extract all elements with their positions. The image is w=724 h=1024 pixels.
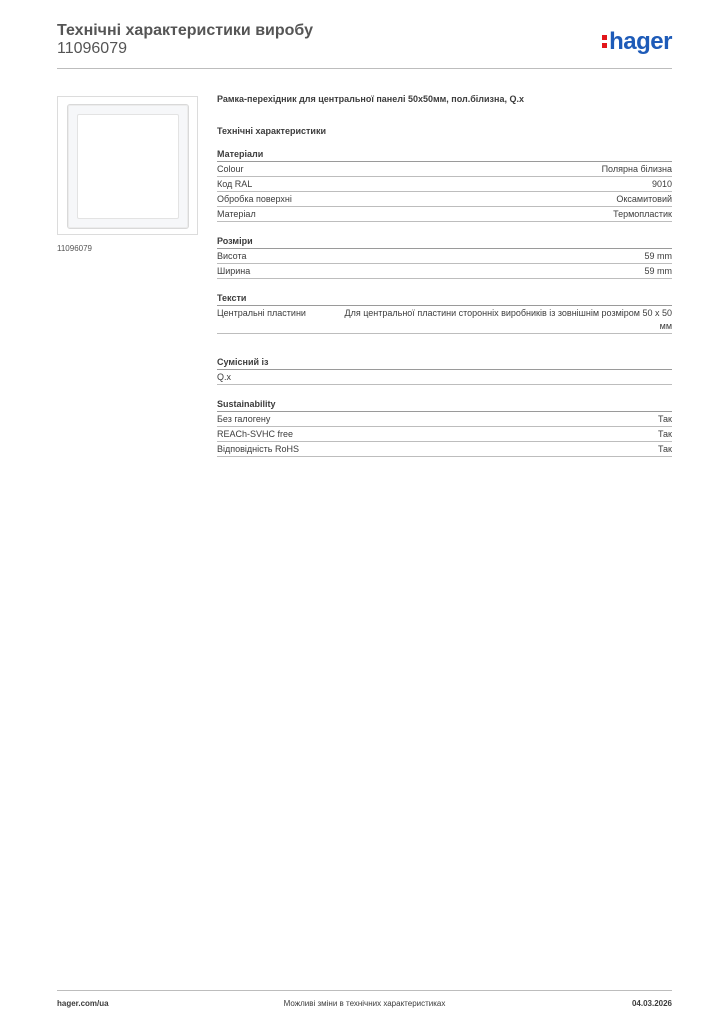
spec-value: Так <box>657 444 672 454</box>
spec-key: Відповідність RoHS <box>217 444 299 454</box>
group-compatible <box>217 356 672 385</box>
section-title: Технічні характеристики <box>217 126 326 136</box>
spec-value: 59 mm <box>644 251 672 261</box>
spec-row <box>217 162 672 177</box>
spec-row <box>217 177 672 192</box>
group-title: Тексти <box>217 292 672 306</box>
document-date: 04.03.2026 <box>631 999 672 1008</box>
spec-key: Colour <box>217 164 244 174</box>
spec-value: 9010 <box>651 179 672 189</box>
group-title: Матеріали <box>217 148 672 162</box>
group-title: Сумісний із <box>217 356 672 370</box>
spec-row <box>217 192 672 207</box>
spec-value: Полярна білизна <box>601 164 672 174</box>
group-sustainability <box>217 398 672 457</box>
spec-key: Матеріал <box>217 209 256 219</box>
group-materials <box>217 148 672 222</box>
spec-key: Обробка поверхні <box>217 194 292 204</box>
spec-row <box>217 412 672 427</box>
page-header <box>57 20 672 69</box>
spec-key: Висота <box>217 251 247 261</box>
spec-row <box>217 442 672 457</box>
spec-key: Код RAL <box>217 179 253 189</box>
spec-row <box>217 249 672 264</box>
group-title: Sustainability <box>217 398 672 412</box>
spec-row <box>217 207 672 222</box>
spec-value: Термопластик <box>613 209 672 219</box>
spec-key: Ширина <box>217 266 251 276</box>
product-description: Рамка-перехідник для центральної панелі 50х50мм, пол.білизна, Q.x <box>217 94 524 104</box>
product-image <box>57 96 198 235</box>
hager-logo <box>602 28 672 56</box>
website-link[interactable]: hager.com/ua <box>57 999 109 1008</box>
frame-illustration <box>67 104 189 229</box>
spec-value: 59 mm <box>644 266 672 276</box>
spec-row <box>217 306 672 334</box>
spec-key: REACh-SVHC free <box>217 429 294 439</box>
spec-key: Центральні пластини <box>217 308 306 318</box>
group-texts <box>217 292 672 334</box>
disclaimer-note: Можливі зміни в технічних характеристиках <box>283 999 446 1008</box>
logo-text: hager <box>609 28 672 55</box>
spec-key: Без галогену <box>217 414 271 424</box>
spec-value: Для центральної пластини сторонніх виробників із зовнішнім розміром 50 x 50 мм <box>344 308 672 331</box>
spec-row <box>217 427 672 442</box>
spec-value: Оксамитовий <box>616 194 672 204</box>
spec-key: Q.x <box>217 372 232 382</box>
page-title: Технічні характеристики виробу <box>57 22 313 39</box>
spec-value: Так <box>657 429 672 439</box>
spec-row <box>217 264 672 279</box>
page-footer <box>57 990 672 1013</box>
spec-content <box>217 94 672 470</box>
spec-value: Так <box>657 414 672 424</box>
group-title: Розміри <box>217 235 672 249</box>
image-caption: 11096079 <box>57 244 92 253</box>
group-dimensions <box>217 235 672 279</box>
article-number: 11096079 <box>57 40 127 57</box>
logo-dots-icon <box>602 33 607 49</box>
spec-row <box>217 370 672 385</box>
